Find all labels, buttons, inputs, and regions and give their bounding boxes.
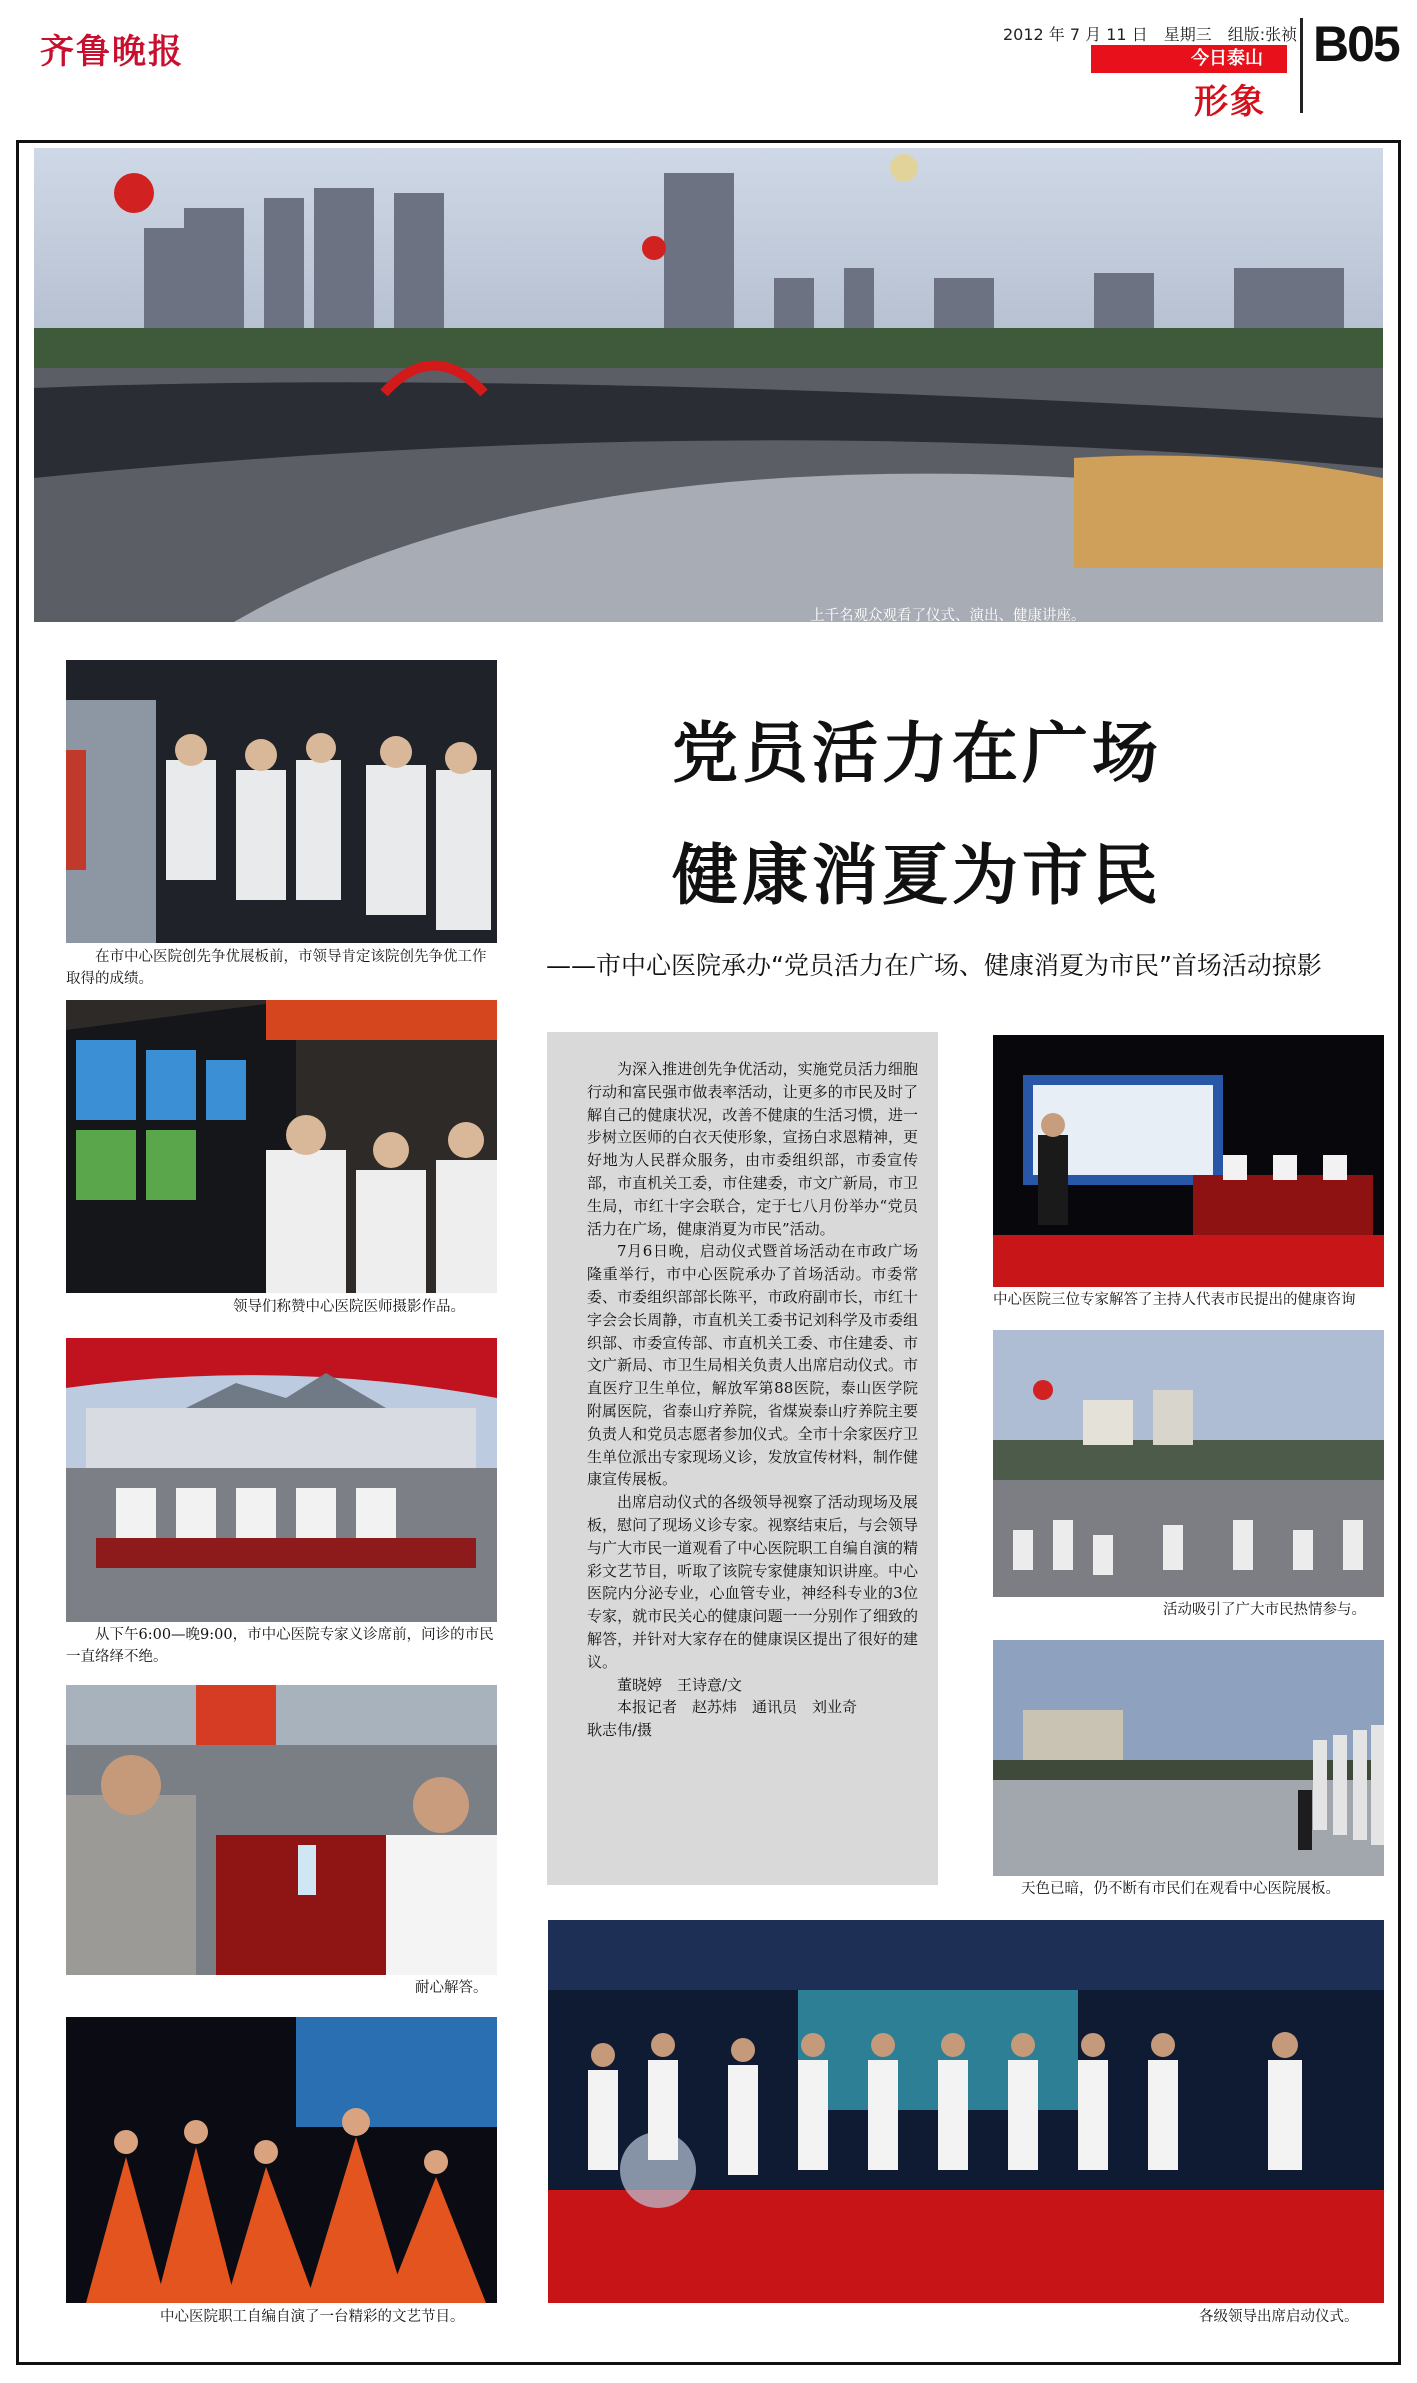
evening-display-boards-photo <box>993 1640 1384 1876</box>
photo-caption: 活动吸引了广大市民热情参与。 <box>1163 1602 1366 1618</box>
photo-caption: 从下午6:00—晚9:00，市中心医院专家义诊席前，问诊的市民一直络绎不绝。 <box>66 1627 494 1665</box>
plaza-crowd-photo <box>34 148 1383 622</box>
headline-line1: 党员活力在广场 <box>672 715 1162 792</box>
leaders-viewing-photography-photo <box>66 1000 497 1293</box>
section-title: 形象 <box>1194 82 1266 122</box>
citizens-in-square-photo <box>993 1330 1384 1597</box>
article-body <box>547 1032 938 1885</box>
dance-performance-photo <box>66 2017 497 2303</box>
byline-writers: 董晓婷 王诗意/文 <box>617 1675 743 1694</box>
article-paragraph: 为深入推进创先争优活动，实施党员活力细胞行动和富民强市做表率活动，让更多的市民及时了解自己的健康状况，改善不健康的生活习惯，进一步树立医师的白衣天使形象，宣扬白求恩精神，更好地为人民群众服务，由市委组织部，市委宣传部，市直机关工委，市住建委，市文广新局，市卫生局，市红十字会联合，定于七八月份举办“党员活力在广场，健康消夏为市民”活动。 <box>587 1060 918 1238</box>
headline-line2: 健康消夏为市民 <box>672 837 1162 914</box>
photo-caption: 中心医院三位专家解答了主持人代表市民提出的健康咨询 <box>993 1292 1356 1308</box>
expert-lecture-stage-photo <box>993 1035 1384 1287</box>
top-photo-caption: 上千名观众观看了仪式、演出、健康讲座。 <box>810 608 1086 624</box>
section-label: 今日泰山 <box>1091 45 1287 73</box>
leaders-at-display-boards-photo <box>66 660 497 943</box>
article-paragraph: 出席启动仪式的各级领导视察了活动现场及展板，慰问了现场义诊专家。视察结束后，与会领导与广大市民一道观看了中心医院职工自编自演的精彩文艺节目，听取了该院专家健康知识讲座。中心医院内分泌专业，心血管专业，神经科专业的3位专家，就市民关心的健康问题一一分别作了细致的解答，并针对大家存在的健康误区提出了很好的建议。 <box>587 1493 918 1671</box>
photo-caption: 领导们称赞中心医院医师摄影作品。 <box>233 1299 465 1315</box>
photo-caption: 耐心解答。 <box>415 1980 488 1996</box>
photo-caption: 天色已暗，仍不断有市民们在观看中心医院展板。 <box>1021 1881 1340 1897</box>
article-paragraph: 7月6日晚，启动仪式暨首场活动在市政广场隆重举行，市中心医院承办了首场活动。市委常委、市委组织部部长陈平，市政府副市长，市红十字会会长周静，市直机关工委书记刘科学及市委组织部、市委宣传部、市直机关工委、市住建委、市文广新局、市卫生局相关负责人出席启动仪式。市直医疗卫生单位，解放军第88医院，泰山医学院附属医院，省泰山疗养院，省煤炭泰山疗养院主要负责人和党员志愿者参加仪式。全市十余家医疗卫生单位派出专家现场义诊，发放宣传材料，制作健康宣传展板。 <box>587 1242 918 1489</box>
free-clinic-tables-photo <box>66 1338 497 1622</box>
subheadline: ——市中心医院承办“党员活力在广场、健康消夏为市民”首场活动掠影 <box>546 951 1322 980</box>
dateline: 2012 年 7 月 11 日 星期三 组版:张祯 <box>1003 25 1298 44</box>
masthead-divider <box>1300 18 1303 113</box>
photo-caption: 各级领导出席启动仪式。 <box>1199 2309 1359 2325</box>
byline-photographer: 耿志伟/摄 <box>587 1721 653 1740</box>
byline-reporters: 本报记者 赵苏炜 通讯员 刘业奇 <box>617 1698 858 1717</box>
doctor-consultation-photo <box>66 1685 497 1975</box>
newspaper-logo: 齐鲁晚报 <box>40 32 184 72</box>
page-number: B05 <box>1313 16 1399 72</box>
photo-caption: 中心医院职工自编自演了一台精彩的文艺节目。 <box>160 2309 465 2325</box>
launch-ceremony-photo <box>548 1920 1384 2303</box>
photo-caption: 在市中心医院创先争优展板前，市领导肯定该院创先争优工作取得的成绩。 <box>66 949 487 987</box>
